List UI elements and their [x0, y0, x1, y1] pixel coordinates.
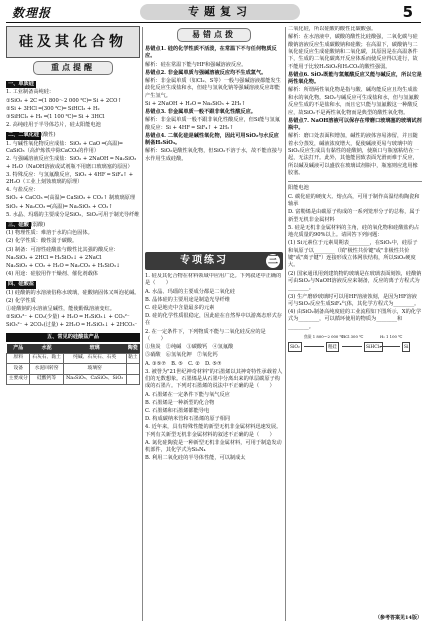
section-tag: 二、二氧化硅 — [8, 132, 40, 139]
text-line: (2) 化学性质 — [6, 297, 36, 304]
section-tag: 三、硅酸 — [8, 221, 29, 228]
question-line: C. 硅是地壳中含量最多的元素 — [145, 304, 215, 311]
question-line: A. 水晶、玛瑙的主要成分都是二氧化硅 — [145, 288, 236, 295]
text-line: ①硅酸钠的水溶液呈碱性，能使酚酞溶液变红。 — [6, 306, 115, 313]
mistake-paragraph: 解析：在水溶液中，碳酸的酸性比硅酸强，二氧化碳与硅酸钠溶液反应生成碳酸钠和硅酸；在高温下，碳酸钠与二氧化硅反应生成硅酸钠和二氧化碳，其原因是在高温条件下，生成的二氧化碳离开反应体系而使反应得以进行，故不能用于比较H₂SiO₃和H₂CO₃的酸性强弱。 — [288, 34, 418, 70]
table-cell: 设备 — [7, 364, 30, 374]
question-line: (1) Si元素位于元素周期表________，在SiO₂中，硅原子和氧原子以________（填"极性共价键"或"非极性共价键"或"离子键"）连接形成立体网状结构，所以SiO₂硬度大。 — [288, 240, 418, 269]
question-line: 1. 硅及其化合物在材料领域中应用广泛。下列叙述中正确的是（ ） — [145, 273, 282, 287]
mistake-list — [145, 46, 283, 163]
flow-condition: 焦炭 1 800～2 000 ℃ — [304, 334, 344, 340]
table-cell: 石灰石、黏土 — [30, 354, 63, 364]
practice-questions — [145, 273, 283, 622]
table-cell: 黏土 — [126, 354, 139, 364]
flow-arrow — [342, 346, 362, 347]
table-cell: 硅酸钙等 — [30, 374, 63, 384]
text-line: 1. 工业制备高纯硅： — [6, 89, 55, 96]
question-line: 2. 在一定条件下，下列物质不能与二氧化硅反应的是（ ） — [145, 328, 266, 342]
text-line: ②SiO₃²⁻ + CO₂(少量) + H₂O ═ H₂SiO₃↓ + CO₃²⁻ — [6, 314, 130, 321]
practice-title: 专项练习 — [180, 255, 228, 266]
question-line: ①焦炭 ②纯碱 ③碳酸钙 ④氢氟酸 — [145, 344, 234, 351]
flow-condition: HCl 300 ℃ — [342, 334, 364, 340]
divider — [288, 181, 422, 182]
text-line: ①SiO₂ + 2C ═(1 800～2 000 ℃)═ Si + 2CO↑ — [6, 97, 122, 104]
mistake-paragraph: 易错点1. 硅的化学性质不活泼，在常温下不与任何物质反应。 — [145, 46, 277, 60]
table-cell: 水泥回转窑 — [30, 364, 63, 374]
mistake-paragraph: 解析：磨口处表面积增加，碱性的液体容易渗留，并且随着水分蒸发，碱液浓度增大，促使碱液更易与玻璃中的SiO₂反应生成具有黏性的硅酸钠，使瓶口与瓶塞粘结在一起，无法打开。此外，其他能因致表面光滑而难于反应，所以碱及碱液可以盛放在玻璃试剂瓶中，瓶塞则应选用橡胶塞。 — [288, 133, 419, 177]
table-cell: Na₂SiO₃、CaSiO₃、SiO₂ — [63, 374, 126, 384]
flow-node: SiO₂ — [288, 342, 302, 352]
question-line: B. 石墨烯是一种新型的化合物 — [145, 399, 215, 406]
text-line: (1) 物理性质：难溶于水的白色固体。 — [6, 230, 93, 237]
question-line: 3. 被誉为"21世纪神奇材料"的石墨烯以其神奇特性承载着人们的无数想象。石墨烯是从石墨中分离出来的单层碳原子构成的石墨片。下列对石墨烯的说法中不正确的是（ ） — [145, 368, 283, 390]
questions-continued — [288, 185, 422, 331]
mistake-paragraph: 易错点3. 非金属单质一般不跟非氧化性酸反应。 — [145, 108, 256, 115]
mistakes-continued — [288, 26, 422, 177]
table-cell — [126, 374, 139, 384]
mistake-paragraph: 二氧化硅，所以硅酸的酸性比碳酸强。 — [288, 26, 377, 32]
header — [0, 0, 427, 24]
flow-condition: H₂ 1 100 ℃ — [380, 334, 403, 340]
mistake-paragraph: 易错点6. SiO₂既能与氢氟酸反应又能与碱反应，所以它是两性氧化物。 — [288, 71, 422, 86]
question-list — [145, 273, 283, 463]
text-line: 3. 特殊反应：与氢氟酸反应，SiO₂ + 4HF ═ SiF₄↑ + 2H₂O（工业上刻蚀玻璃的原理） — [6, 171, 134, 186]
table-cell: 纯碱、石灰石、石英 — [63, 354, 126, 364]
question-line: A. 石墨烯在一定条件下能与氧气反应 — [145, 391, 230, 398]
mistake-paragraph: 解析：SiO₂是酸性氧化物，但SiO₂不溶于水，故不能直接与水作用生成硅酸。 — [145, 148, 283, 162]
question-line: B. 利用二氧化硅的半导体性能，可以制成太 — [145, 455, 246, 462]
section-tag-note: (弱酸) — [30, 221, 46, 228]
section-tag: 四、硅酸盐 — [8, 281, 34, 288]
question-line: A. ③⑤⑦ B. ⑤ C. ② D. ⑤⑦ — [145, 360, 222, 367]
question-line: D. 构成碳纳米管和石墨烯的原子相同 — [145, 416, 231, 423]
column-key-points — [6, 26, 140, 622]
answer-reference: （参考答案见14版） — [375, 614, 422, 621]
text-line: 5. 水晶、玛瑙的主要成分是SiO₂，SiO₂可用于制光导纤维 — [6, 211, 140, 218]
question-line: (2) 国家通讯用到建筑物的玻璃是在玻璃表面刻蚀，硅酸钠可由SiO₂与NaOH溶液反应来制备，反应的离子方程式为________。 — [288, 270, 422, 292]
main-title: 硅及其化合物 — [6, 26, 140, 58]
question-line: 阳能电池 — [288, 185, 309, 192]
table-row — [7, 374, 140, 384]
section-tag-note: (酸性) — [41, 132, 56, 139]
text-line: 4. 与盐反应： — [6, 187, 39, 194]
mistake-paragraph: 解析：所谓两性氧化物是指与酸、碱均能反应且均生成盐和水的氧化物。SiO₂与碱反应可生成盐和水，但与氢氟酸反应生成的不是盐和水，而且它只能与氢氟酸这一种酸反应，故SiO₂不是两性氧化物而是典型的酸性氧化物。 — [288, 87, 419, 116]
question-line: ⑤硝酸 ⑥氢氧化钾 ⑦氧化钙 — [145, 352, 218, 359]
question-line: D. 富勒烯是由碳原子构成的一系列笼形分子的总称，属于新型无机非金属材料 — [288, 209, 420, 223]
text-line: SiO₃²⁻ + 2CO₂(过量) + 2H₂O ═ H₂SiO₃↓ + 2HCO₃⁻ — [6, 322, 138, 329]
table-cell — [126, 364, 139, 374]
question-line: B. 晶体硅的主要用途是制造光导纤维 — [145, 296, 230, 303]
table-cell: 玻璃窑 — [63, 364, 126, 374]
text-line: ③SiHCl₃ + H₂ ═(1 100 ℃)═ Si + 3HCl — [6, 113, 105, 120]
mistake-paragraph: 易错点4. 二氧化硅是碱性氧化物，因此可用SiO₂与水反应制备H₂SiO₃。 — [145, 132, 279, 147]
question-line: 4. 近年来，具有特殊性能的新型无机非金属材料迅速发展。下列有关新型无机非金属材料的叙述不正确的是（ ） — [145, 424, 282, 438]
mistake-paragraph: 解析：非金属单质一般不跟非氧化性酸反应，但Si能与氢氟酸反应：Si + 4HF ═ SiF₄↑ + 2H₂↑ — [145, 117, 280, 131]
mistakes-heading: 易错点拨 — [177, 28, 251, 42]
table-row — [7, 354, 140, 364]
text-line: 1. 与碱性氧化物反应成盐：SiO₂ + CaO ═(高温)═ CaSiO₃（高炉炼铁中除CaCO₃的作用） — [6, 140, 123, 154]
question-line: (4) 由SiO₂制备高纯度硅的工业流程如下图所示，X的化学式为________，可以循环使用的物质为________和________。 — [288, 309, 422, 330]
table-row — [7, 364, 140, 374]
table-header: 水泥 — [30, 344, 63, 354]
text-line: (1) 硅酸钠的水溶液俗称水玻璃，硅酸钠固体又叫泡花碱。 — [6, 289, 140, 296]
text-line: Na₂SiO₃ + 2HCl ═ H₂SiO₃↓ + 2NaCl — [6, 254, 102, 261]
flow-node: Si — [402, 342, 410, 352]
column-common-mistakes — [145, 26, 283, 251]
column-divider — [285, 27, 286, 621]
question-line: C. 石墨烯和石墨烯都能导电 — [145, 407, 210, 414]
flow-arrow — [380, 346, 400, 347]
header-rule — [6, 22, 421, 23]
column-divider — [142, 27, 143, 621]
table-cell: 主要成分 — [7, 374, 30, 384]
table-header: 玻璃 — [63, 344, 126, 354]
key-point-sections — [6, 79, 140, 330]
section-title: 专题复习 — [140, 4, 300, 20]
process-flow-diagram — [288, 334, 422, 364]
mistake-paragraph: 易错点2. 非金属单质与强碱溶液反应均不生成氢气。 — [145, 69, 267, 76]
flow-node: SiHCl₃ — [364, 342, 383, 352]
text-line: (2) 化学性质：酸性弱于碳酸。 — [6, 238, 78, 245]
text-line: (4) 用途：硅胶用作干燥剂、催化剂载体 — [6, 271, 98, 278]
masthead: 数理报 — [12, 6, 52, 20]
table-header: 产品 — [7, 344, 30, 354]
practice-number: 三 — [268, 255, 278, 266]
text-line: SiO₂ + Na₂CO₃ ═(高温)═ Na₂SiO₃ + CO₂↑ — [6, 203, 113, 210]
text-line: 2. 高纯硅用于半导体芯片，硅太阳能电池 — [6, 122, 101, 129]
text-line: ②Si + 3HCl ═(300 ℃)═ SiHCl₃ + H₂ — [6, 105, 100, 112]
products-table-title: 五、常见的硅酸盐产品 — [6, 333, 140, 342]
text-line: 2. 与强碱溶液反应生成盐：SiO₂ + 2NaOH ═ Na₂SiO₃ + H₂O（NaOH溶液或试剂瓶不用磨口玻璃塞的原因） — [6, 156, 137, 170]
mistake-paragraph: 解析：非金属单质（如Cl₂、S等）一般与强碱溶液都能发生歧化反应生成盐和水，但硅与氢氧化钠等强碱溶液反应却能产生氢气。 — [145, 77, 281, 99]
practice-banner — [145, 252, 283, 270]
question-line: (3) 生产磨砂玻璃时可以用HF溶液蚀刻，是因为HF溶液可与SiO₂反应生成SiF₄气体，其化学方程式为________。 — [288, 293, 420, 307]
question-line: A. 氮化硅陶瓷是一种新型无机非金属材料，可用于制造发动机部件，其化学式为Si₃N₄ — [145, 439, 282, 454]
key-points-heading: 重点提醒 — [33, 61, 113, 75]
section-tag: 一、单质硅 — [8, 81, 34, 87]
flow-arrow — [304, 346, 324, 347]
question-line: D. 硅的化学性质很稳定，因此硅在自然界中以游离态形式存在 — [145, 313, 282, 327]
question-line: 5. 硅是无机非金属材料的主角，硅的氧化物和硅酸盐约占地壳质量的90%以上。请回答下列问题： — [288, 224, 420, 239]
mistake-paragraph: 易错点7. NaOH溶液可以保存在带磨口玻璃塞的玻璃试剂瓶中。 — [288, 117, 422, 132]
column-continued — [288, 26, 422, 622]
mistake-paragraph: Si + 2NaOH + H₂O ═ Na₂SiO₃ + 2H₂↑ — [145, 100, 246, 107]
text-line: SiO₂ + CaCO₃ ═(高温)═ CaSiO₃ + CO₂↑ 制玻璃原理 — [6, 195, 136, 202]
table-cell: 原料 — [7, 354, 30, 364]
page-number: 5 — [402, 3, 413, 21]
text-line: (3) 制备：可溶性硅酸盐与酸性比其强的酸反应： — [6, 246, 119, 253]
text-line: Na₂SiO₃ + CO₂ + H₂O ═ Na₂CO₃ + H₂SiO₃↓ — [6, 263, 121, 269]
mistake-paragraph: 解析：硅在常温下能与HF和强碱溶液反应。 — [145, 61, 247, 68]
flow-node: 粗硅 — [326, 342, 339, 352]
question-line: C. 碳化硅的硬度大、熔点高，可用于制作高温结构陶瓷和轴承 — [288, 193, 420, 208]
products-table — [6, 344, 140, 385]
table-header: 陶瓷 — [126, 344, 139, 354]
